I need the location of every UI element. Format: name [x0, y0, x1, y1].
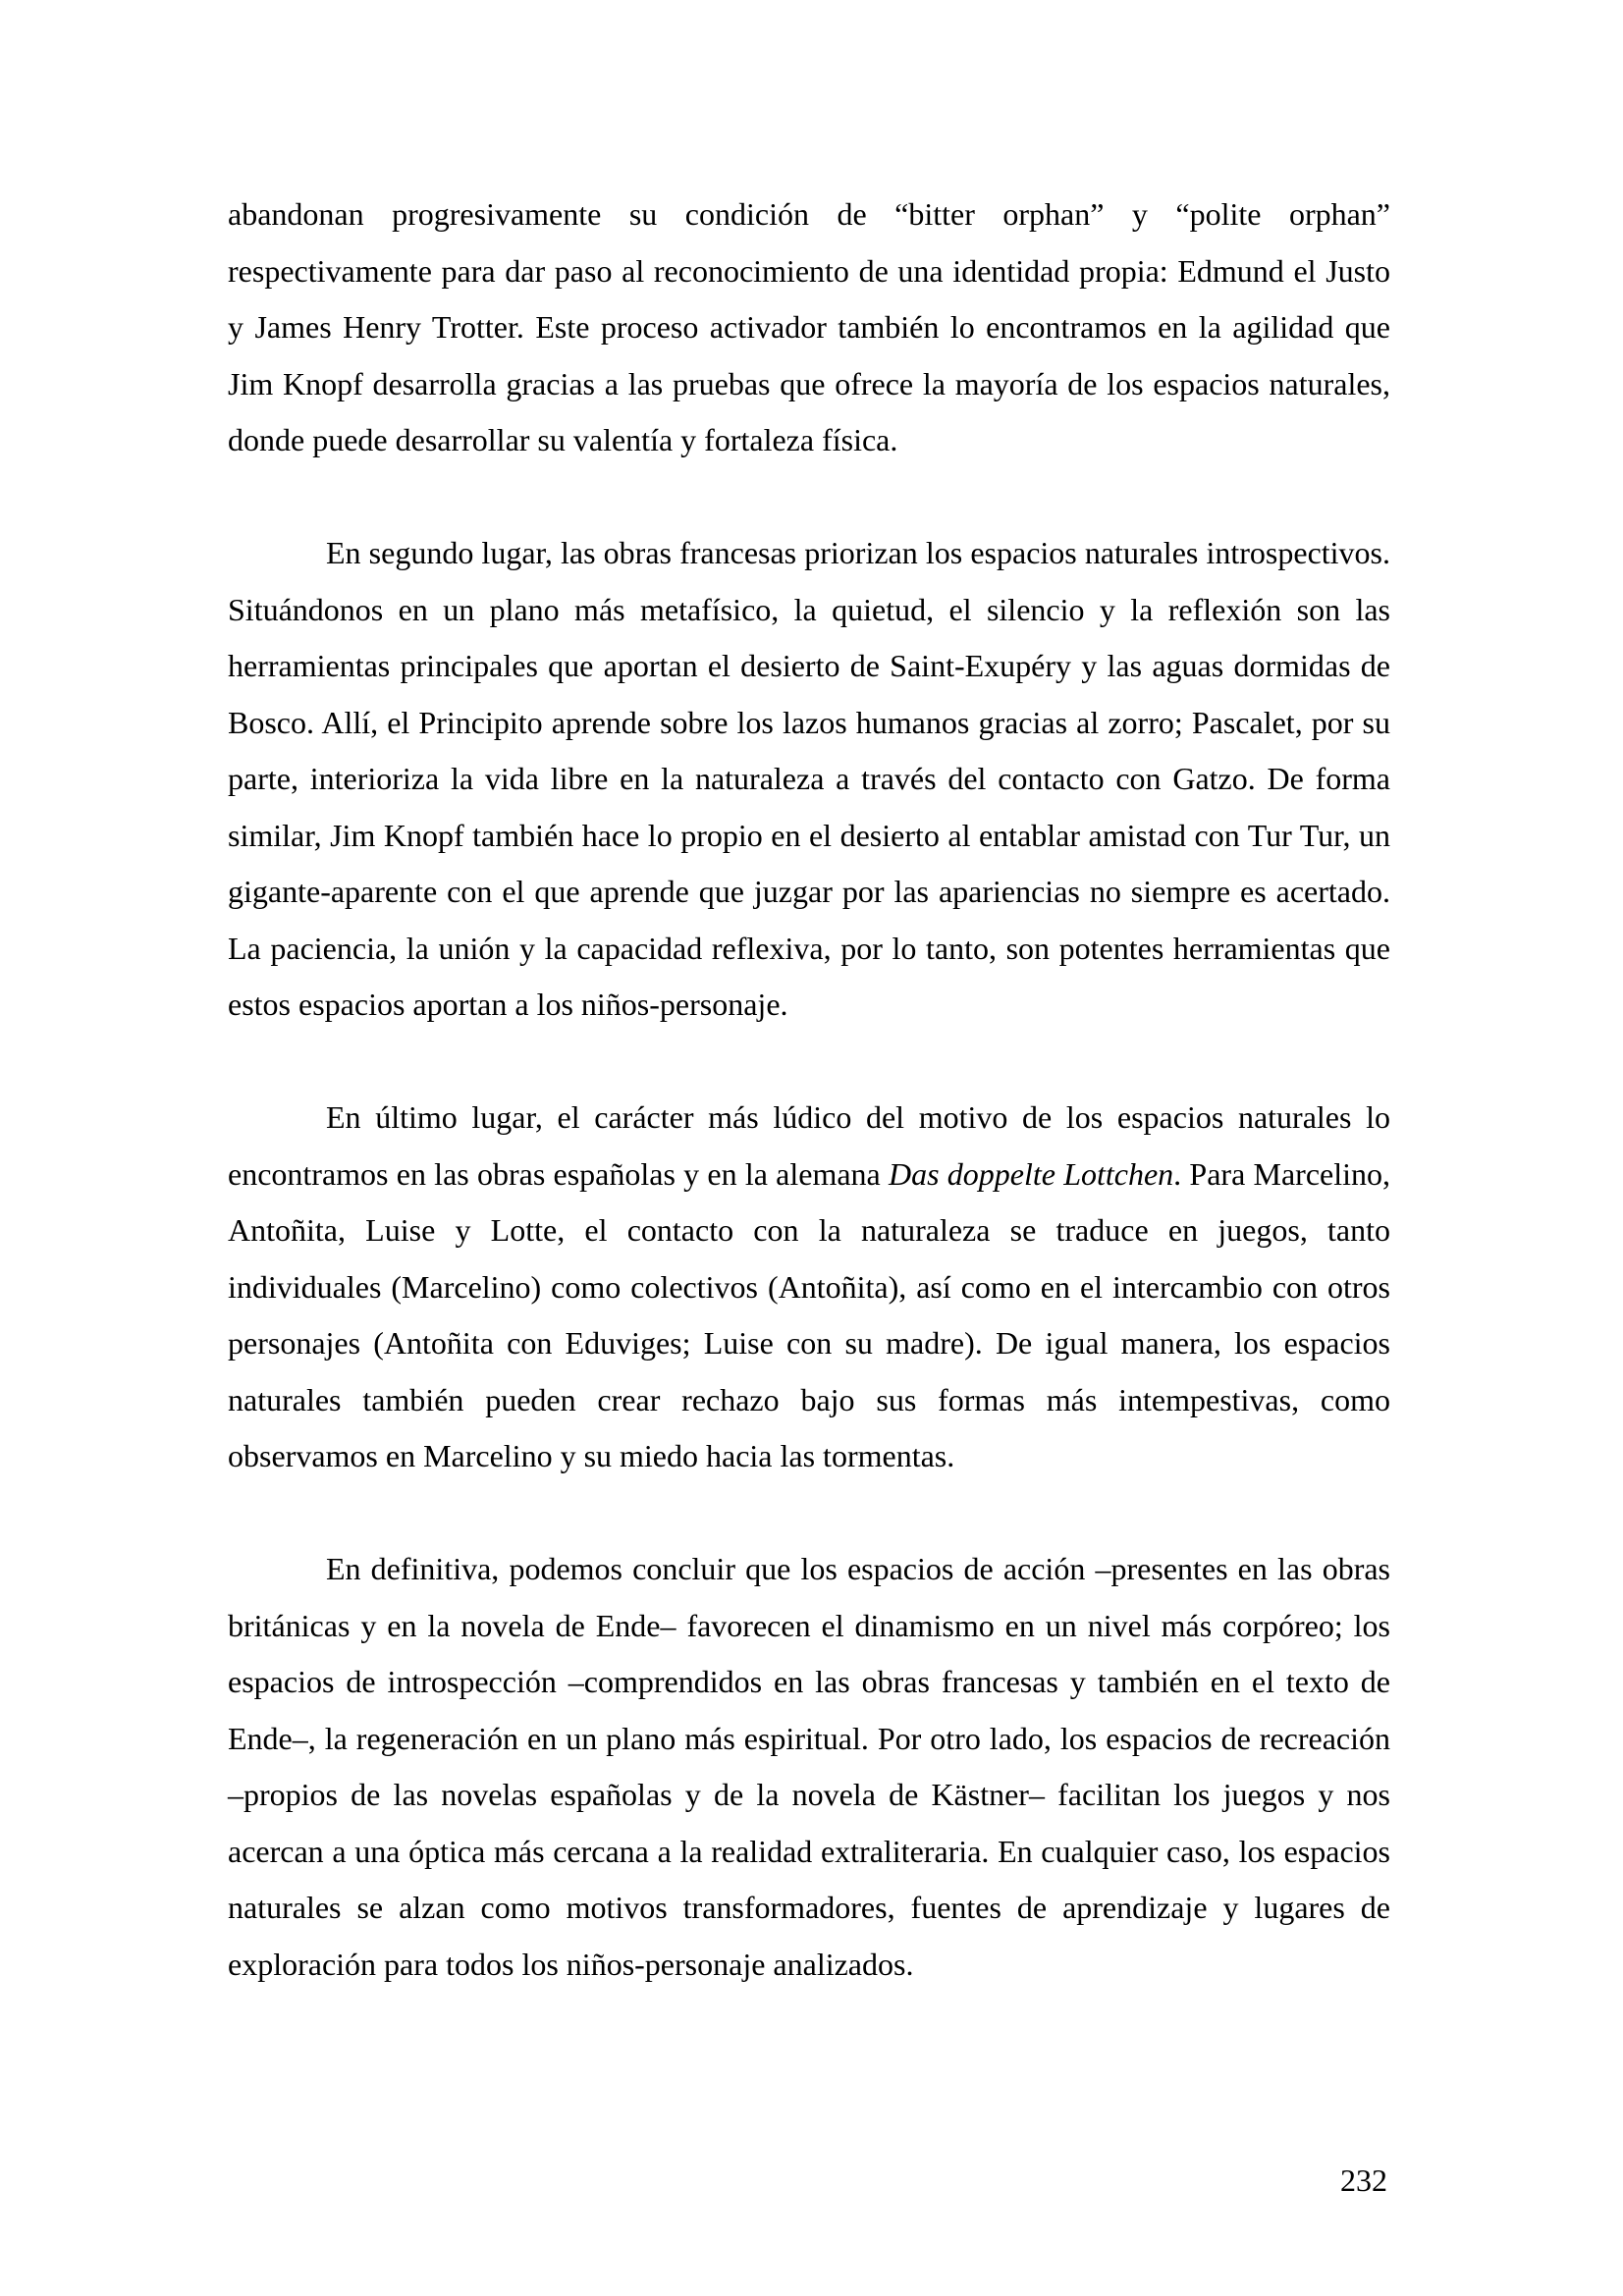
paragraph-3-text-after-title: . Para Marcelino, Antoñita, Luise y Lotte, el contacto con la naturaleza se traduce en juegos, tanto individuales (Marcelino) como colectivos (Antoñita), así como en el intercambio con otros personajes (Antoñita con Eduviges; Luise con su madre). De igual manera, los espacios naturales también pueden crear rechazo bajo sus formas más intempestivas, como observamos en Marcelino y su miedo hacia las tormentas.	[228, 1155, 1390, 1473]
paragraph-3	[228, 1090, 1390, 1485]
paragraph-4: En definitiva, podemos concluir que los espacios de acción –presentes en las obras británicas y en la novela de Ende– favorecen el dinamismo en un nivel más corpóreo; los espacios de introspección –comprendidos en las obras francesas y también en el texto de Ende–, la regeneración en un plano más espiritual. Por otro lado, los espacios de recreación –propios de las novelas españolas y de la novela de Kästner– facilitan los juegos y nos acercan a una óptica más cercana a la realidad extraliteraria. En cualquier caso, los espacios naturales se alzan como motivos transformadores, fuentes de aprendizaje y lugares de exploración para todos los niños-personaje analizados.	[228, 1551, 1390, 1982]
paragraph-1: abandonan progresivamente su condición de “bitter orphan” y “polite orphan” respectivamente para dar paso al reconocimiento de una identidad propia: Edmund el Justo y James Henry Trotter. Este proceso activador también lo encontramos en la agilidad que Jim Knopf desarrolla gracias a las pruebas que ofrece la mayoría de los espacios naturales, donde puede desarrollar su valentía y fortaleza física.	[228, 196, 1390, 457]
paragraph-2: En segundo lugar, las obras francesas priorizan los espacios naturales introspectivos. Situándonos en un plano más metafísico, la quietud, el silencio y la reflexión son las herramientas principales que aportan el desierto de Saint-Exupéry y las aguas dormidas de Bosco. Allí, el Principito aprende sobre los lazos humanos gracias al zorro; Pascalet, por su parte, interioriza la vida libre en la naturaleza a través del contacto con Gatzo. De forma similar, Jim Knopf también hace lo propio en el desierto al entablar amistad con Tur Tur, un gigante-aparente con el que aprende que juzgar por las apariencias no siempre es acertado. La paciencia, la unión y la capacidad reflexiva, por lo tanto, son potentes herramientas que estos espacios aportan a los niños-personaje.	[228, 535, 1390, 1022]
text-block	[228, 187, 1390, 2050]
book-title-das-doppelte-lottchen: Das doppelte Lottchen	[888, 1155, 1174, 1192]
page-number: 232	[1340, 2163, 1387, 2198]
paragraph-3-text-before-title: En último lugar, el carácter más lúdico del motivo de los espacios naturales lo encontramos en las obras españolas y en la alemana	[228, 1099, 1390, 1192]
